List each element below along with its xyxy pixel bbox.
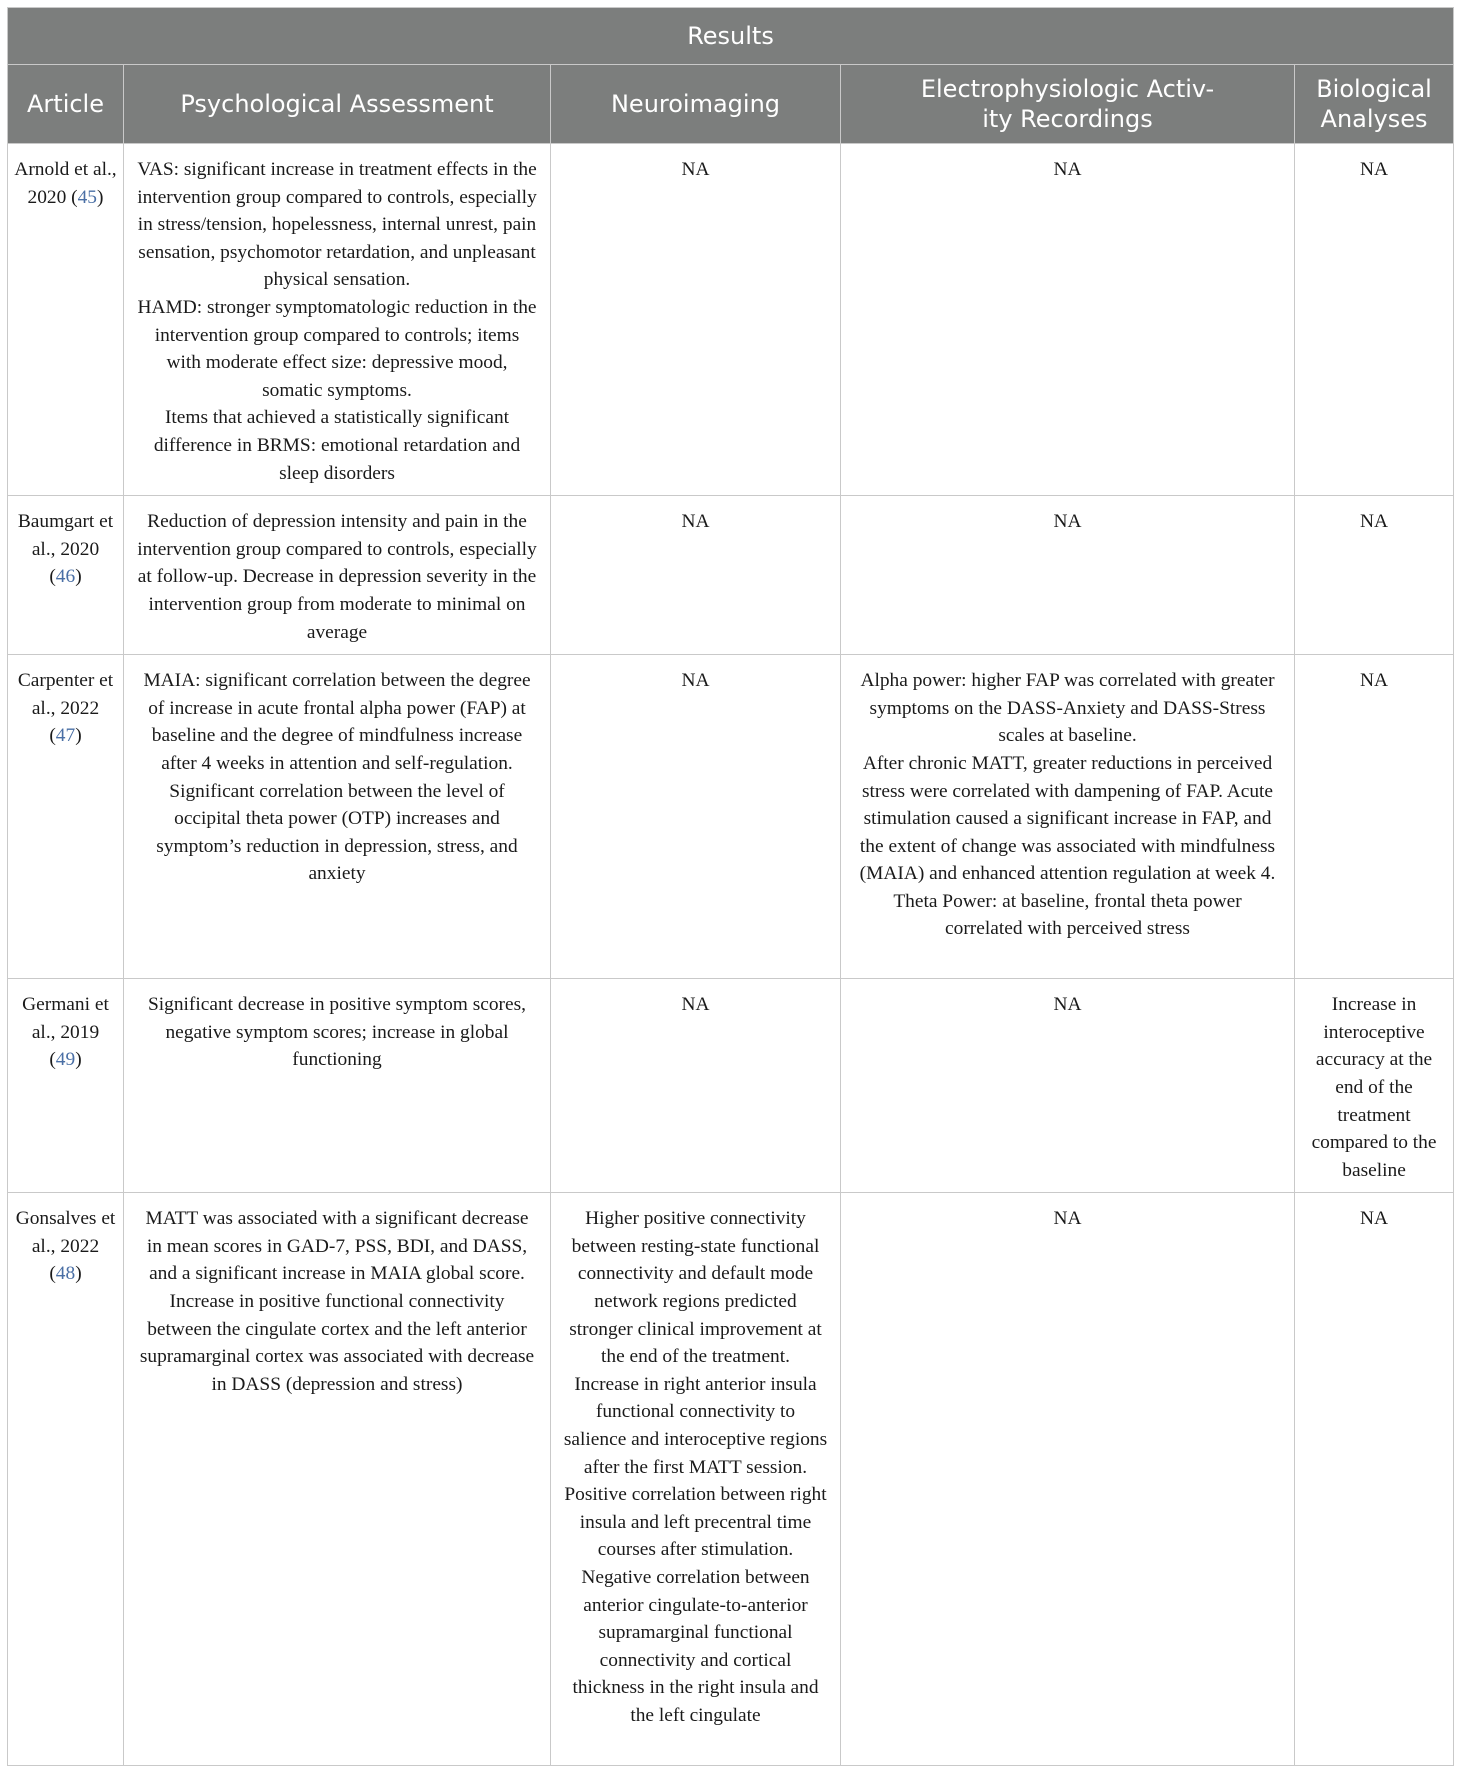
header-electrophysiologic-line1: Electrophysiologic Activ- <box>920 75 1215 103</box>
cell-paragraph: Reduction of depression intensity and pain in the intervention group compared to controls, especially at follow-up. Decrease in depression severity in the intervention group from moderate to minimal on average <box>137 511 537 643</box>
cell-paragraph: NA <box>1053 159 1082 180</box>
article-cell: Gonsalves et al., 2022 (48) <box>8 1193 124 1766</box>
reference-link[interactable]: 49 <box>55 1049 76 1071</box>
reference-link[interactable]: 46 <box>55 566 76 588</box>
article-citation: Baumgart et al., 2020 <box>17 511 114 560</box>
cell-paragraph: NA <box>1053 511 1082 533</box>
cell-paragraph: Items that achieved a statistically significant difference in BRMS: emotional retardation and sleep disorders <box>153 407 521 484</box>
electrophysiologic-cell <box>841 655 1295 979</box>
psychological-assessment-cell <box>124 979 551 1193</box>
cell-paragraph: Increase in right anterior insula functional connectivity to salience and interoceptive regions after the first MATT session. Positive correlation between right insula and left precentral time courses after stimulation. <box>563 1373 828 1561</box>
cell-paragraph: NA <box>1053 994 1082 1016</box>
article-citation: Arnold et al., 2020 <box>14 159 117 208</box>
table-row <box>8 979 1454 1193</box>
biological-analyses-cell <box>1295 496 1454 655</box>
electrophysiologic-cell <box>841 1193 1295 1766</box>
biological-analyses-cell <box>1295 655 1454 979</box>
reference-link[interactable]: 45 <box>77 186 97 208</box>
reference-link[interactable]: 48 <box>55 1263 76 1285</box>
header-neuroimaging: Neuroimaging <box>551 65 841 144</box>
table-title: Results <box>8 8 1454 65</box>
electrophysiologic-cell <box>841 144 1295 496</box>
cell-paragraph: Alpha power: higher FAP was correlated with greater symptoms on the DASS-Anxiety and DASS-Stress scales at baseline. <box>860 670 1275 747</box>
header-biological-line1: Biological <box>1316 75 1432 103</box>
neuroimaging-cell <box>551 979 841 1193</box>
cell-paragraph: NA <box>681 994 710 1016</box>
biological-analyses-cell <box>1295 979 1454 1193</box>
table-row <box>8 496 1454 655</box>
header-biological-line2: Analyses <box>1320 105 1428 133</box>
psychological-assessment-cell <box>124 496 551 655</box>
article-cell: Arnold et al., 2020 (45) <box>8 144 124 496</box>
cell-paragraph: MAIA: significant correlation between the degree of increase in acute frontal alpha power (FAP) at baseline and the degree of mindfulness increase after 4 weeks in attention and self-regulation. <box>143 670 531 774</box>
header-electrophysiologic <box>841 65 1295 144</box>
cell-paragraph: Higher positive connectivity between resting-state functional connectivity and default mode network regions predicted stronger clinical improvement at the end of the treatment. <box>569 1208 822 1368</box>
cell-paragraph: Increase in interoceptive accuracy at the end of the treatment compared to the baseline <box>1311 994 1437 1181</box>
article-cell: Baumgart et al., 2020 (46) <box>8 496 124 655</box>
table-row <box>8 144 1454 496</box>
article-citation: Carpenter et al., 2022 <box>17 670 114 719</box>
article-cell: Germani et al., 2019 (49) <box>8 979 124 1193</box>
cell-paragraph: NA <box>1053 1208 1082 1230</box>
article-citation: Gonsalves et al., 2022 <box>15 1208 116 1257</box>
cell-paragraph: Significant correlation between the level of occipital theta power (OTP) increases and symptom’s reduction in depression, stress, and anxiety <box>156 780 518 885</box>
psychological-assessment-cell <box>124 144 551 496</box>
cell-paragraph: VAS: significant increase in treatment effects in the intervention group compared to controls, especially in stress/tension, hopelessness, internal unrest, pain sensation, psychomotor retardation, and unpleasant physical sensation. <box>137 159 537 291</box>
cell-paragraph: HAMD: stronger symptomatologic reduction in the intervention group compared to controls; items with moderate effect size: depressive mood, somatic symptoms. <box>137 296 537 401</box>
cell-paragraph: Negative correlation between anterior cingulate-to-anterior supramarginal functional connectivity and cortical thickness in the right insula and the left cingulate <box>572 1567 819 1726</box>
psychological-assessment-cell <box>124 1193 551 1766</box>
cell-paragraph: NA <box>681 670 710 692</box>
cell-paragraph: NA <box>681 159 710 180</box>
results-table <box>7 7 1454 1766</box>
header-row <box>8 65 1454 144</box>
neuroimaging-cell <box>551 144 841 496</box>
header-electrophysiologic-line2: ity Recordings <box>982 105 1153 133</box>
article-cell: Carpenter et al., 2022 (47) <box>8 655 124 979</box>
psychological-assessment-cell <box>124 655 551 979</box>
electrophysiologic-cell <box>841 979 1295 1193</box>
cell-paragraph: NA <box>1360 1208 1389 1230</box>
electrophysiologic-cell <box>841 496 1295 655</box>
cell-paragraph: NA <box>1360 670 1389 692</box>
biological-analyses-cell <box>1295 144 1454 496</box>
cell-paragraph: After chronic MATT, greater reductions in perceived stress were correlated with dampening of FAP. Acute stimulation caused a significant increase in FAP, and the extent of change was associated with mindfulness (MAIA) and enhanced attention regulation at week 4. Theta Power: at baseline, frontal theta power correlated with perceived stress <box>859 752 1276 940</box>
table-row <box>8 655 1454 979</box>
cell-paragraph: NA <box>1360 159 1389 180</box>
neuroimaging-cell <box>551 1193 841 1766</box>
reference-link[interactable]: 47 <box>55 725 76 747</box>
cell-paragraph: NA <box>681 511 710 533</box>
biological-analyses-cell <box>1295 1193 1454 1766</box>
cell-paragraph: NA <box>1360 511 1389 533</box>
table-row <box>8 1193 1454 1766</box>
header-article: Article <box>8 65 124 144</box>
header-psychological-assessment: Psychological Assessment <box>124 65 551 144</box>
header-biological-analyses <box>1295 65 1454 144</box>
neuroimaging-cell <box>551 496 841 655</box>
article-citation: Germani et al., 2019 <box>22 994 109 1043</box>
cell-paragraph: MATT was associated with a significant decrease in mean scores in GAD-7, PSS, BDI, and DASS, and a significant increase in MAIA global score. Increase in positive functional connectivity between the cingulate cortex and the left anterior supramarginal cortex was associated with decrease in DASS (depression and stress) <box>139 1208 535 1395</box>
cell-paragraph: Significant decrease in positive symptom scores, negative symptom scores; increase in global functioning <box>147 994 527 1071</box>
neuroimaging-cell <box>551 655 841 979</box>
